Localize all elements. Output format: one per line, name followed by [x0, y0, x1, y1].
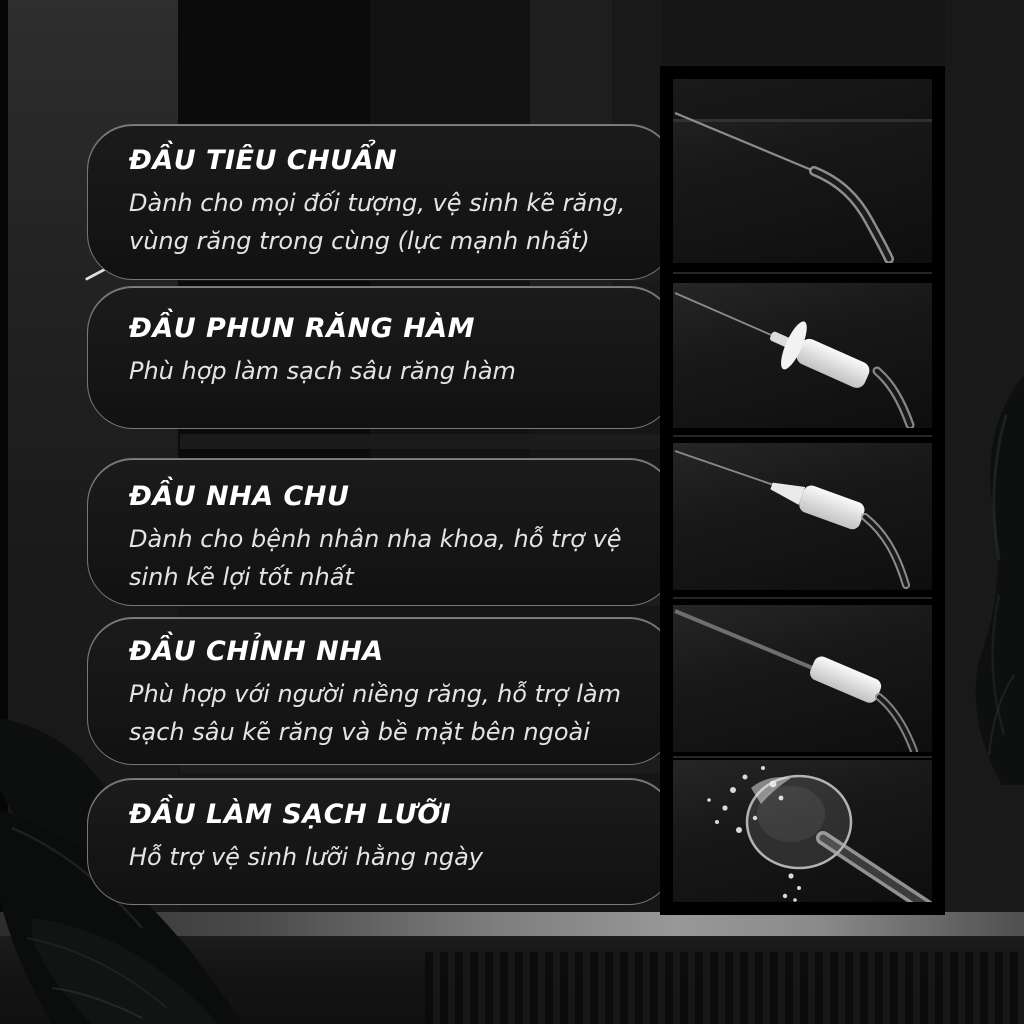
card-tongue-cleaner-tip	[87, 778, 675, 905]
orthodontic-tip-photo	[673, 605, 932, 752]
card-description: Dành cho bệnh nhân nha khoa, hỗ trợ vệ sinh kẽ lợi tốt nhất	[129, 525, 622, 591]
background-gap-bar	[180, 434, 672, 449]
photo-divider	[673, 263, 932, 283]
photo-divider	[673, 590, 932, 605]
card-title: ĐẦU LÀM SẠCH LƯỠI	[129, 799, 452, 830]
standard-tip-photo	[673, 79, 932, 263]
photo-strip-frame	[660, 66, 945, 915]
curtain-texture	[425, 952, 1024, 1024]
card-orthodontic-tip	[87, 617, 675, 765]
card-periodontal-tip	[87, 458, 675, 606]
card-title: ĐẦU TIÊU CHUẨN	[129, 145, 398, 176]
card-title: ĐẦU NHA CHU	[129, 481, 350, 512]
card-title: ĐẦU PHUN RĂNG HÀM	[129, 313, 476, 344]
card-description: Hỗ trợ vệ sinh lưỡi hằng ngày	[129, 843, 483, 871]
photo-cell-periodontal-tip	[673, 443, 932, 590]
jet-tip-white-collar-photo	[673, 283, 932, 428]
card-standard-tip	[87, 124, 675, 280]
photo-cell-standard-tip	[673, 79, 932, 263]
tongue-cleaner-splash-photo	[673, 760, 932, 902]
card-description: Phù hợp làm sạch sâu răng hàm	[129, 357, 516, 385]
photo-cell-orthodontic-tip	[673, 605, 932, 752]
photo-divider	[673, 752, 932, 760]
photo-divider	[673, 428, 932, 443]
monstera-leaf-silhouette-right	[944, 375, 1024, 785]
card-description: Dành cho mọi đối tượng, vệ sinh kẽ răng, vùng răng trong cùng (lực mạnh nhất)	[129, 189, 626, 255]
photo-cell-tongue-cleaner	[673, 760, 932, 902]
periodontal-tip-photo	[673, 443, 932, 590]
card-description: Phù hợp với người niềng răng, hỗ trợ làm sạch sâu kẽ răng và bề mặt bên ngoài	[129, 680, 621, 746]
card-title: ĐẦU CHỈNH NHA	[129, 636, 384, 667]
card-jet-tip	[87, 286, 675, 429]
photo-cell-jet-tip	[673, 283, 932, 428]
